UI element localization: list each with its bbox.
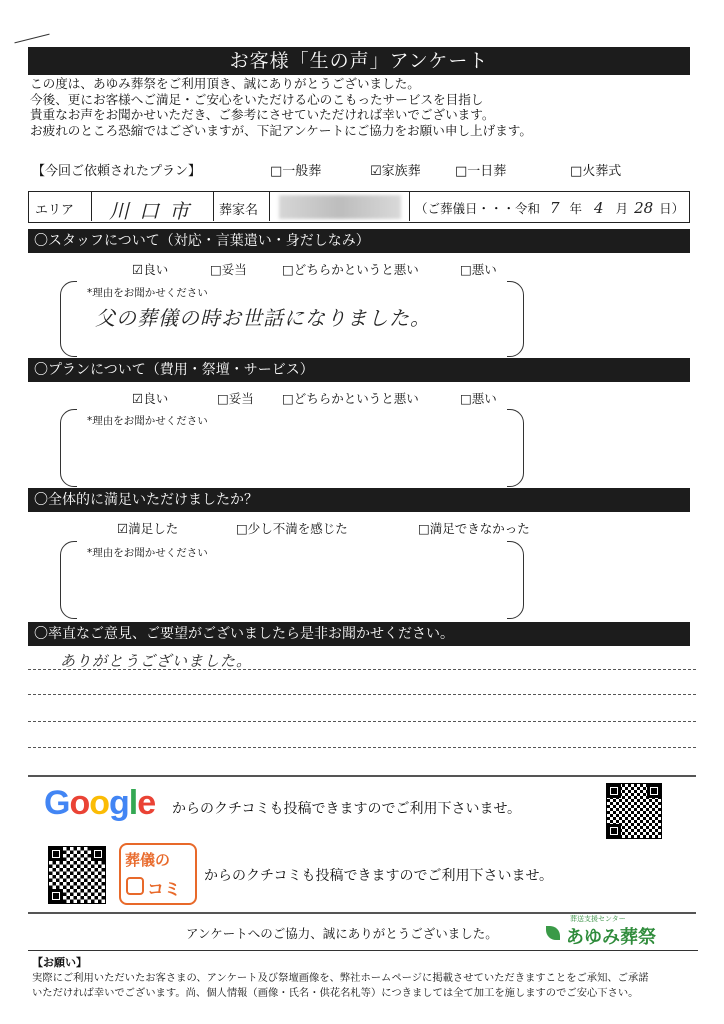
sogi-qr-code[interactable] bbox=[48, 846, 106, 904]
pen-mark bbox=[14, 34, 49, 44]
date-year: 7 bbox=[550, 199, 560, 217]
smile-icon bbox=[126, 877, 144, 895]
date-prefix: （ご葬儀日・・・令和 bbox=[415, 201, 541, 216]
answer-line bbox=[28, 694, 696, 695]
redacted-name bbox=[279, 195, 401, 219]
date-day-unit: 日） bbox=[659, 201, 685, 216]
google-letter: e bbox=[137, 784, 156, 822]
area-value: 川口市 bbox=[109, 199, 199, 223]
q3-option-unsatisfied[interactable]: □満足できなかった bbox=[418, 521, 530, 536]
q3-option-slightly-unsatisfied[interactable]: □少し不満を感じた bbox=[236, 521, 348, 536]
q1-option-somewhat-bad[interactable]: □どちらかというと悪い bbox=[282, 262, 419, 277]
plan-label: 【今回ご依頼されたプラン】 bbox=[32, 164, 202, 179]
request-title: 【お願い】 bbox=[32, 956, 87, 969]
intro-line: お疲れのところ恐縮ではございますが、下記アンケートにご協力をお願い申し上げます。 bbox=[30, 122, 532, 138]
request-line: 実際にご利用いただいたお客さまの、アンケート及び祭壇画像を、弊社ホームページに掲載させていただきますことをご承知、ご承諾 bbox=[32, 972, 649, 984]
plan-option-family[interactable]: ☑家族葬 bbox=[370, 164, 421, 179]
intro-line: 貴重なお声をお聞かせいただき、ご参考にさせていただければ幸いでございます。 bbox=[30, 107, 495, 122]
q1-option-good[interactable]: ☑良い bbox=[132, 262, 169, 277]
divider bbox=[91, 192, 92, 221]
ayumi-logo bbox=[546, 914, 686, 948]
reason-label: *理由をお聞かせください bbox=[87, 415, 208, 427]
q4-header: 〇率直なご意見、ご要望がございましたら是非お聞かせください。 bbox=[28, 622, 690, 646]
answer-line bbox=[28, 669, 696, 670]
q2-option-somewhat-bad[interactable]: □どちらかというと悪い bbox=[282, 391, 419, 406]
q2-header: 〇プランについて（費用・祭壇・サービス） bbox=[28, 358, 690, 382]
request-box bbox=[28, 950, 698, 1003]
leaf-icon bbox=[546, 926, 560, 940]
sogi-badge-bottom: コミ bbox=[147, 880, 181, 900]
sogi-badge-top: 葬儀の bbox=[125, 851, 171, 869]
logo-name: あゆみ葬祭 bbox=[566, 927, 656, 948]
q2-option-good[interactable]: ☑良い bbox=[132, 391, 169, 406]
intro-line: 今後、更にお客様へご満足・ご安心をいただける心のこもったサービスを目指し bbox=[30, 91, 484, 107]
google-letter: o bbox=[89, 784, 110, 822]
area-label: エリア bbox=[35, 203, 75, 218]
q1-option-fair[interactable]: □妥当 bbox=[210, 262, 247, 277]
q3-option-satisfied[interactable]: ☑満足した bbox=[117, 521, 179, 536]
plan-option-cremation[interactable]: □火葬式 bbox=[570, 164, 622, 179]
date-month-unit: 月 bbox=[615, 201, 629, 216]
family-name-label: 葬家名 bbox=[219, 203, 259, 218]
divider bbox=[213, 192, 214, 221]
answer-line bbox=[28, 747, 696, 748]
info-row bbox=[28, 191, 690, 223]
google-logo bbox=[44, 784, 155, 823]
intro-line: この度は、あゆみ葬祭をご利用頂き、誠にありがとうございました。 bbox=[30, 76, 420, 91]
q4-answer: ありがとうございました。 bbox=[60, 652, 253, 670]
reason-label: *理由をお聞かせください bbox=[87, 287, 208, 299]
intro-text bbox=[30, 76, 690, 138]
google-review-text: からのクチコミも投稿できますのでご利用下さいませ。 bbox=[172, 801, 522, 817]
date-month: 4 bbox=[594, 199, 604, 217]
q2-reason-box[interactable] bbox=[60, 409, 524, 487]
plan-option-oneday[interactable]: □一日葬 bbox=[455, 164, 507, 179]
thanks-text: アンケートへのご協力、誠にありがとうございました。 bbox=[186, 926, 498, 941]
q2-option-fair[interactable]: □妥当 bbox=[217, 391, 254, 406]
request-line: いただければ幸いでございます。尚、個人情報（画像・氏名・供花名札等）につきましては全て加工を施しますのでご安心下さい。 bbox=[32, 987, 639, 999]
google-letter: o bbox=[69, 784, 90, 822]
q1-header: 〇スタッフについて（対応・言葉遣い・身だしなみ） bbox=[28, 229, 690, 253]
date-day: 28 bbox=[634, 199, 654, 217]
q3-reason-box[interactable] bbox=[60, 541, 524, 619]
page-title: お客様「生の声」アンケート bbox=[28, 47, 690, 75]
answer-line bbox=[28, 721, 696, 722]
q1-option-bad[interactable]: □悪い bbox=[460, 262, 497, 277]
logo-tagline: 葬送支援センター bbox=[570, 915, 626, 923]
plan-option-general[interactable]: □一般葬 bbox=[270, 164, 322, 179]
google-qr-code[interactable] bbox=[606, 783, 662, 839]
q1-answer: 父の葬儀の時お世話になりました。 bbox=[95, 306, 431, 330]
q3-header: 〇全体的に満足いただけましたか？ bbox=[28, 488, 690, 512]
date-year-unit: 年 bbox=[569, 201, 583, 216]
q2-option-bad[interactable]: □悪い bbox=[460, 391, 497, 406]
divider bbox=[28, 775, 696, 777]
divider bbox=[409, 192, 410, 221]
sogi-review-text: からのクチコミも投稿できますのでご利用下さいませ。 bbox=[204, 868, 554, 884]
google-letter: l bbox=[128, 784, 138, 822]
reason-label: *理由をお聞かせください bbox=[87, 547, 208, 559]
funeral-date bbox=[415, 199, 684, 217]
divider bbox=[269, 192, 270, 221]
google-letter: G bbox=[44, 784, 70, 822]
sogi-no-komi-logo bbox=[119, 843, 197, 905]
google-letter: g bbox=[109, 784, 129, 822]
